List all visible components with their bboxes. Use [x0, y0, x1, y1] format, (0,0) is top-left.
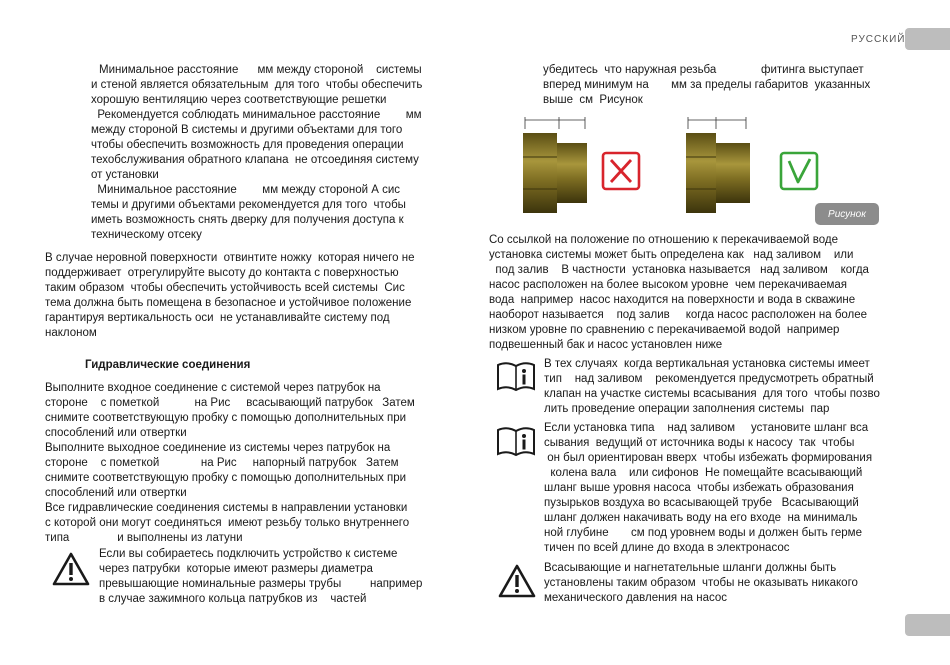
text-line: низком уровне по сравнению с перекачиваемой водой например [489, 324, 840, 336]
text-line: Минимальное расстояние мм между стороной А сис [91, 184, 401, 196]
text-line: клапан на участке системы всасывания для того чтобы позво [544, 388, 880, 400]
text-line: Всасывающие и нагнетательные шланги должны быть [544, 562, 837, 574]
text-line: колена вала или сифонов Не помещайте всасывающий [544, 467, 863, 479]
text-line: стороне с пометкой на Рис всасывающий патрубок Затем [45, 397, 415, 409]
text-line: техобслуживания обратного клапана не отсоединяя систему [91, 154, 419, 166]
text-line: насос расположен на более высоком уровне чем перекачиваемая [489, 279, 847, 291]
text-line: В случае неровной поверхности отвинтите ножку которая ничего не [45, 252, 415, 264]
fitting-wrong-illustration [517, 115, 597, 215]
text-line: снимите соответствующую пробку с помощью дополнительных при [45, 472, 407, 484]
text-line: В тех случаях когда вертикальная установка системы имеет [544, 358, 870, 370]
header-tab [905, 28, 950, 50]
text-line: убедитесь что наружная резьба фитинга выступает [543, 64, 864, 76]
text-line: установлены таким образом чтобы не оказывать никакого [544, 577, 858, 589]
text-line: способлений или отвертки [45, 487, 187, 499]
text-line: таким образом чтобы обеспечить устойчивость всей системы Сис [45, 282, 405, 294]
text-line: типа и выполнены из латуни [45, 532, 243, 544]
text-line: с которой они могут соединяться имеют резьбу только внутреннего [45, 517, 410, 529]
figure-label: Рисунок [815, 203, 879, 225]
text-line: поддерживает отрегулируйте высоту до контакта с поверхностью [45, 267, 399, 279]
language-label: РУССКИЙ [851, 34, 906, 45]
info-book-icon [495, 425, 537, 457]
text-line: установка системы может быть определена как над заливом или [489, 249, 854, 261]
text-line: от установки [91, 169, 159, 181]
text-line: Рекомендуется соблюдать минимальное расстояние мм [91, 109, 422, 121]
text-line: способлений или отвертки [45, 427, 187, 439]
text-line: Выполните входное соединение с системой через патрубок на [45, 382, 381, 394]
text-line: хорошую вентиляцию через соответствующие решетки [91, 94, 387, 106]
text-line: подвешенный бак и насос установлен ниже [489, 339, 723, 351]
text-line: механического давления на насос [544, 592, 728, 604]
text-line: пузырьков воздуха во всасывающей трубе Всасывающий [544, 497, 859, 509]
text-line: сывания ведущий от источника воды к насосу так чтобы [544, 437, 855, 449]
text-line: и стеной является обязательным для того чтобы обеспечить [91, 79, 423, 91]
text-line: шланг должен накачивать воду на его входе на минималь [544, 512, 858, 524]
text-line: ной глубине см под уровнем воды и должен быть герме [544, 527, 862, 539]
text-line: тип над заливом рекомендуется предусмотреть обратный [544, 373, 874, 385]
text-line: через патрубки которые имеют размеры диаметра [99, 563, 373, 575]
text-line: Выполните выходное соединение из системы через патрубок на [45, 442, 391, 454]
text-line: Если вы собираетесь подключить устройство к системе [99, 548, 398, 560]
text-line: наоборот называется под залив когда насос расположен на более [489, 309, 868, 321]
text-line: под залив В частности установка называется над заливом когда [489, 264, 869, 276]
text-line: тичен по всей длине до входа в электронасос [544, 542, 790, 554]
info-book-icon [495, 360, 537, 392]
text-line: в случае зажимного кольца патрубков из частей [99, 593, 367, 605]
text-line: превышающие номинальные размеры трубы например [99, 578, 423, 590]
warning-icon [498, 564, 536, 598]
text-line: между стороной В системы и другими объектами для того [91, 124, 403, 136]
text-line: Со ссылкой на положение по отношению к перекачиваемой воде [489, 234, 839, 246]
text-line: Все гидравлические соединения системы в направлении установки [45, 502, 408, 514]
section-heading: Гидравлические соединения [85, 359, 251, 371]
text-line: темы и другими объектами рекомендуется для того чтобы [91, 199, 406, 211]
page-tab [905, 614, 950, 636]
text-line: лить проведение операции заполнения системы пар [544, 403, 830, 415]
text-line: вперед минимум на мм за пределы габаритов указанных [543, 79, 871, 91]
check-icon [779, 151, 819, 191]
text-line: гарантируя вертикальность оси не устанавливайте систему под [45, 312, 390, 324]
warning-icon [52, 552, 90, 586]
text-line: тема должна быть помещена в безопасное и устойчивое положение [45, 297, 412, 309]
text-line: техническому отсеку [91, 229, 202, 241]
cross-icon [601, 151, 641, 191]
text-line: выше см Рисунок [543, 94, 643, 106]
text-line: иметь возможность снять дверку для получения доступа к [91, 214, 404, 226]
text-line: стороне с пометкой на Рис напорный патрубок Затем [45, 457, 399, 469]
text-line: снимите соответствующую пробку с помощью дополнительных при [45, 412, 407, 424]
text-line: чтобы обеспечить возможность для проведения операции [91, 139, 404, 151]
text-line: Минимальное расстояние мм между стороной системы [99, 64, 422, 76]
fitting-correct-illustration [684, 115, 764, 215]
text-line: наклоном [45, 327, 97, 339]
text-line: вода например насос находится на поверхности и вода в скважине [489, 294, 856, 306]
text-line: он был ориентирован вверх чтобы избежать формирования [544, 452, 873, 464]
text-line: шланг выше уровня насоса чтобы избежать образования [544, 482, 854, 494]
text-line: Если установка типа над заливом установите шланг вса [544, 422, 869, 434]
